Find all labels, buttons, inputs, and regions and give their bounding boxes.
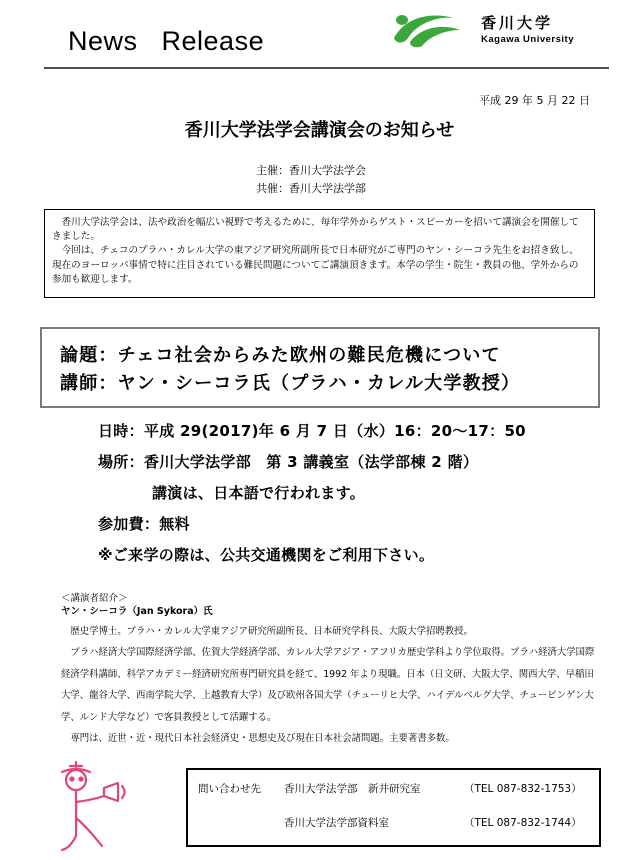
contact-label: 問い合わせ先 <box>198 783 261 795</box>
contact-phone: （TEL 087-832-1753） <box>464 783 582 795</box>
profile-paragraph: 専門は、近世・近・現代日本社会経済史・思想史及び現在日本社会諸問題。主要著書多数。 <box>70 733 455 745</box>
profile-paragraph: 歴史学博士。プラハ・カレル大学東アジア研究所副所長、日本研究学科長、大阪大学招聘教授。 <box>70 626 473 637</box>
university-name-jp: 香川大学 <box>481 14 554 32</box>
profile-heading: ＜講演者紹介＞ <box>61 593 128 604</box>
profile-paragraph: プラハ経済大学国際経済学部、佐賀大学経済学部、カレル大学アジア・アフリカ歴史学科より学位取得。プラハ経済大学国際経済学科講師、科学アカデミー経済研究所専門研究員を経て、1992 年より現職。日本（日文研、大阪大学、関西大学、早稲田大学、龍谷大学、西南学院大学、上越教育大学）及び欧州各国大学（チューリヒ大学、ハイデルベルグ大学、チュービンゲン大学、ルンド大学など）で客員教授として活躍する。 <box>61 647 595 723</box>
intro-paragraph: 香川大学法学会は、法や政治を幅広い視野で考えるために、毎年学外からゲスト・スピーカーを招いて講演会を開催してきました。 <box>52 217 579 243</box>
transport-note: ※ご来学の際は、公共交通機関をご利用下さい。 <box>98 546 435 564</box>
mascot-illustration <box>54 760 132 856</box>
contact-box <box>186 768 601 847</box>
lecture-speaker: 講師：ヤン・シーコラ氏（プラハ・カレル大学教授） <box>60 373 521 394</box>
event-datetime: 日時：平成 29(2017)年 6 月 7 日（水）16：20～17：50 <box>98 422 526 440</box>
contact-office: 香川大学法学部 新井研究室 <box>284 783 421 795</box>
release-date: 平成 29 年 5 月 22 日 <box>479 94 590 107</box>
speaker-name: ヤン・シーコラ（Jan Sykora）氏 <box>61 606 213 617</box>
university-name-en: Kagawa University <box>481 34 574 45</box>
contact-office: 香川大学法学部資料室 <box>284 817 389 829</box>
intro-paragraph: 今回は、チェコのプラハ・カレル大学の東アジア研究所副所長で日本研究がご専門のヤン・シーコラ先生をお招き致し、現在のヨーロッパ事情で特に注目されている難民問題についてご講演頂きます。本学の学生・院生・教員の他、学外からの参加も歓迎します。 <box>52 245 579 285</box>
news-release-title: News Release <box>68 26 265 56</box>
page-title: 香川大学法学会講演会のお知らせ <box>184 120 455 141</box>
speaker-profile <box>61 621 601 749</box>
language-note: 講演は、日本語で行われます。 <box>152 484 366 502</box>
lecture-topic: 論題：チェコ社会からみた欧州の難民危機について <box>60 345 501 366</box>
contact-phone: （TEL 087-832-1744） <box>464 817 582 829</box>
lecture-box <box>40 327 600 408</box>
intro-box <box>44 209 595 298</box>
kagawa-university-logo <box>388 8 464 48</box>
event-fee: 参加費：無料 <box>98 515 190 533</box>
organizer-host: 主催：香川大学法学会 <box>256 164 366 177</box>
organizer-cohost: 共催：香川大学法学部 <box>256 182 366 195</box>
header-divider <box>44 67 609 69</box>
event-place: 場所：香川大学法学部 第 3 講義室（法学部棟 2 階） <box>98 453 479 471</box>
